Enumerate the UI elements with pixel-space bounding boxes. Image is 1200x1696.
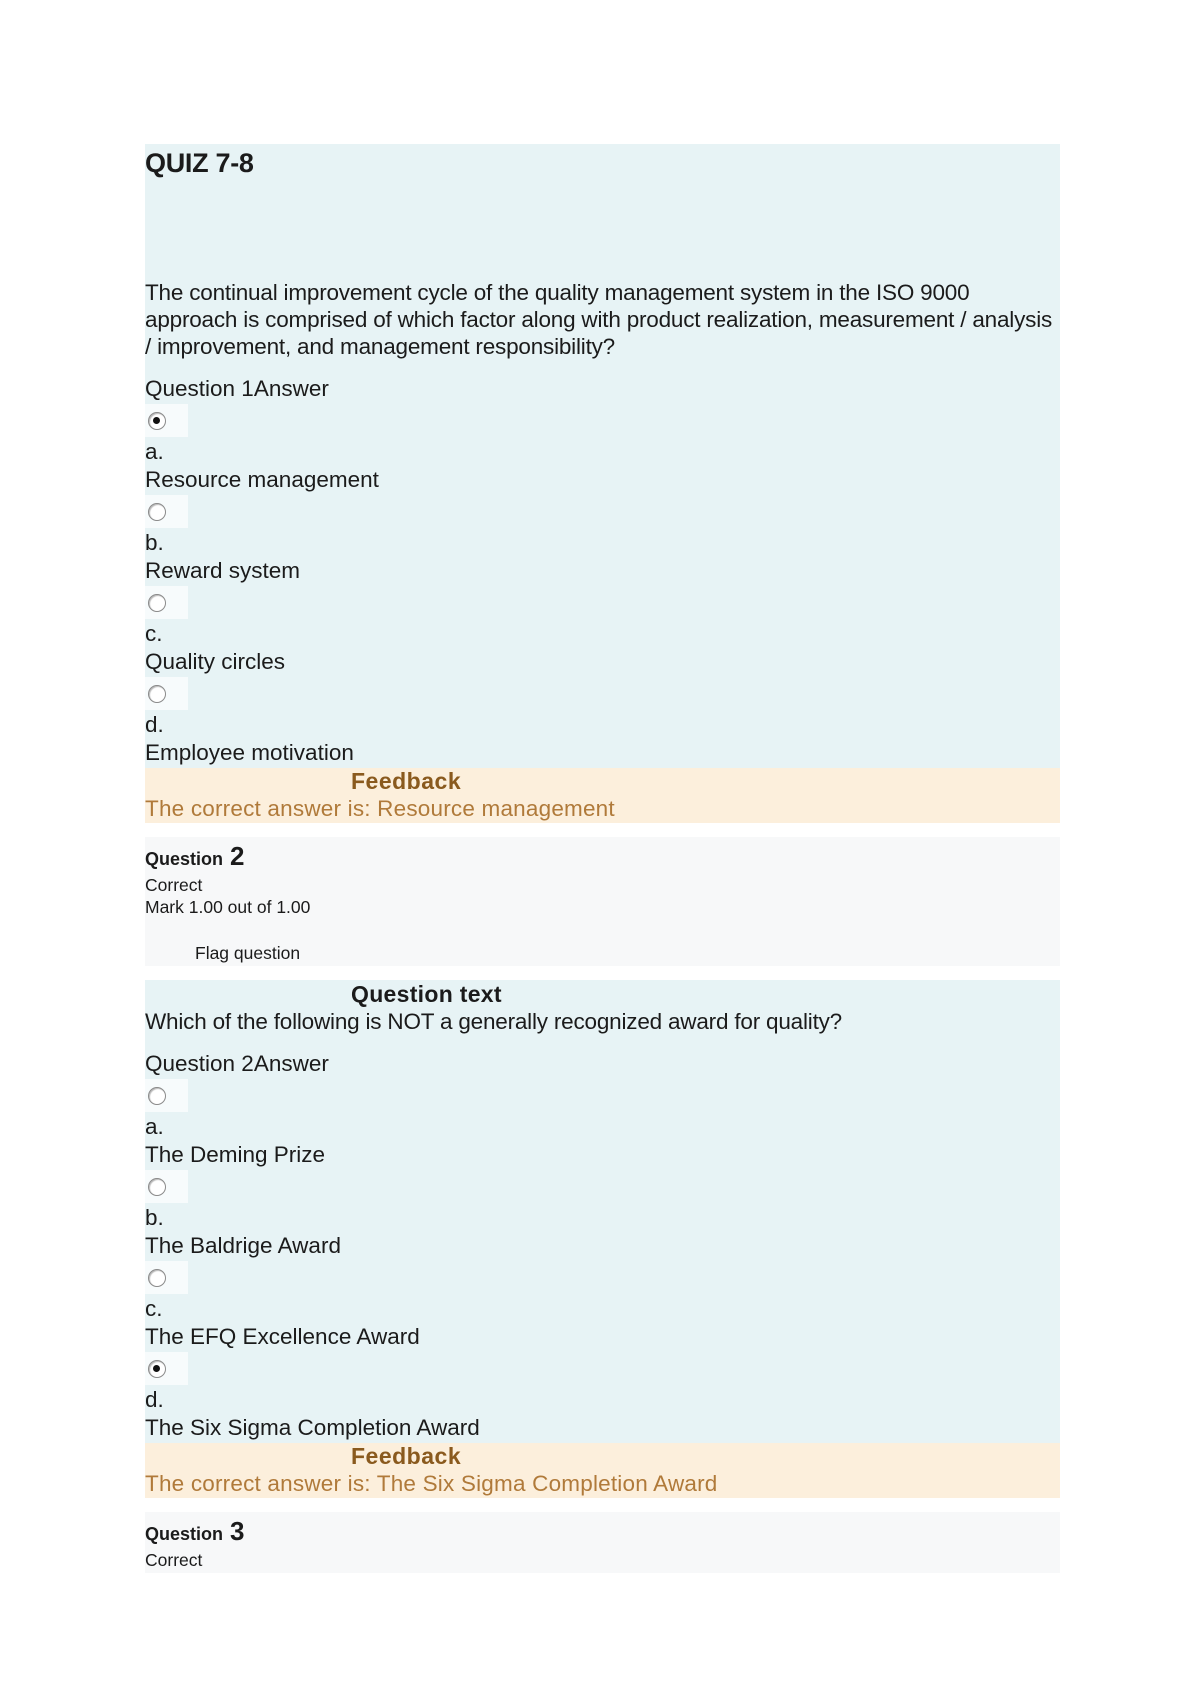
feedback-text: The correct answer is: The Six Sigma Completion Award xyxy=(145,1471,718,1496)
question-2-content xyxy=(145,980,1060,1443)
question-mark: Mark 1.00 out of 1.00 xyxy=(145,897,311,917)
quiz-page xyxy=(145,144,1060,1573)
question-2-feedback xyxy=(145,1443,1060,1498)
radio-option-b[interactable] xyxy=(148,1178,166,1196)
answer-option-d xyxy=(145,677,1058,768)
radio-option-d[interactable] xyxy=(148,1360,166,1378)
question-label: Question xyxy=(145,849,224,869)
answer-option-a xyxy=(145,1079,1058,1170)
question-status: Correct xyxy=(145,875,203,895)
question-1-answer-label: Question 1Answer xyxy=(145,376,329,401)
flag-question-link[interactable]: Flag question xyxy=(195,943,301,963)
answer-option-b xyxy=(145,1170,1058,1261)
option-letter: d. xyxy=(145,712,164,737)
feedback-heading: Feedback xyxy=(351,768,462,794)
option-letter: b. xyxy=(145,530,164,555)
feedback-text: The correct answer is: Resource management xyxy=(145,796,615,821)
question-3-info xyxy=(145,1512,1060,1573)
question-3-heading xyxy=(145,1516,1060,1549)
question-number: 3 xyxy=(230,1516,245,1546)
question-2-text: Which of the following is NOT a generally recognized award for quality? xyxy=(145,1009,842,1034)
option-letter: c. xyxy=(145,621,163,646)
question-text-heading: Question text xyxy=(351,981,502,1007)
answer-option-d xyxy=(145,1352,1058,1443)
option-text: Employee motivation xyxy=(145,740,354,765)
option-text: The Deming Prize xyxy=(145,1142,326,1167)
question-1-content xyxy=(145,144,1060,768)
answer-option-c xyxy=(145,586,1058,677)
option-letter: a. xyxy=(145,439,164,464)
option-text: The EFQ Excellence Award xyxy=(145,1324,420,1349)
question-2-answer-label: Question 2Answer xyxy=(145,1051,329,1076)
radio-option-a[interactable] xyxy=(148,412,166,430)
option-letter: a. xyxy=(145,1114,164,1139)
radio-option-a[interactable] xyxy=(148,1087,166,1105)
answer-option-c xyxy=(145,1261,1058,1352)
answer-option-a xyxy=(145,404,1058,495)
option-text: The Six Sigma Completion Award xyxy=(145,1415,480,1440)
option-letter: d. xyxy=(145,1387,164,1412)
radio-option-b[interactable] xyxy=(148,503,166,521)
answer-option-b xyxy=(145,495,1058,586)
option-text: Reward system xyxy=(145,558,301,583)
option-letter: b. xyxy=(145,1205,164,1230)
question-1-text: The continual improvement cycle of the quality management system in the ISO 9000 approach is comprised of which factor along with product realization, measurement / analysis / improvement, and management responsibility? xyxy=(145,280,1053,359)
question-status: Correct xyxy=(145,1550,203,1570)
page-title: QUIZ 7-8 xyxy=(145,148,254,178)
question-2-info xyxy=(145,837,1060,966)
radio-option-d[interactable] xyxy=(148,685,166,703)
question-1-feedback xyxy=(145,768,1060,823)
radio-option-c[interactable] xyxy=(148,1269,166,1287)
option-text: Resource management xyxy=(145,467,379,492)
option-text: The Baldrige Award xyxy=(145,1233,341,1258)
option-text: Quality circles xyxy=(145,649,286,674)
question-number: 2 xyxy=(230,841,245,871)
radio-option-c[interactable] xyxy=(148,594,166,612)
feedback-heading: Feedback xyxy=(351,1443,462,1469)
question-2-heading xyxy=(145,841,1060,874)
question-label: Question xyxy=(145,1524,224,1544)
option-letter: c. xyxy=(145,1296,163,1321)
